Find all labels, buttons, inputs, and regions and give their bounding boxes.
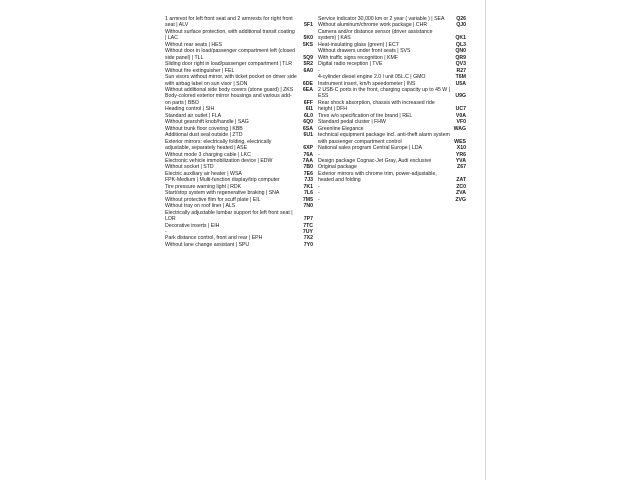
equipment-description: Without additional side body covers (stone guard) | ZKS	[165, 86, 294, 93]
equipment-description: Electrically adjustable lumbar support for left front seat | LOR	[165, 209, 293, 223]
equipment-code: WES	[454, 138, 466, 145]
equipment-code: UC7	[455, 106, 466, 113]
equipment-description: Without door in load/passenger compartment left (closed side panel) | TLL	[165, 48, 296, 61]
equipment-code: 7TC	[303, 222, 313, 229]
equipment-row	[318, 29, 466, 42]
equipment-code: V0A	[455, 112, 466, 119]
equipment-code: 6A0	[303, 67, 313, 74]
equipment-description: 2 USB-C ports in the front, charging capacity up to 45 W | ESS	[318, 86, 450, 100]
equipment-row	[165, 29, 313, 42]
equipment-description: Without surface protection, with additional transit coating | LAC	[165, 28, 295, 42]
equipment-description: -	[318, 67, 320, 74]
equipment-code: 6SA	[302, 125, 313, 132]
equipment-description: Tire pressure warning light | RDK	[165, 183, 242, 190]
equipment-code: QN0	[455, 48, 466, 55]
equipment-code: 7M5	[302, 196, 313, 203]
equipment-description: Without drawers under front seats | SVS	[318, 48, 411, 55]
equipment-description: Standard pedal cluster | FHW	[318, 119, 386, 126]
equipment-code: 7Y0	[303, 241, 313, 248]
equipment-description: Without lane change assistant | SPU	[165, 241, 250, 248]
equipment-code: 7AA	[302, 157, 313, 164]
equipment-description: With traffic signs recognition | KMF	[318, 54, 398, 61]
equipment-description: Exterior mirrors: electrically folding, electrically adjustable, separately heated | ASE	[165, 138, 272, 152]
equipment-description: Without protective film for scuff plate | EIL	[165, 196, 261, 203]
equipment-code: ZAT	[456, 177, 466, 184]
equipment-description: Service indicator 30,000 km or 2 year ( variable ) | SEA	[318, 16, 445, 22]
equipment-description: Additional dust seal outside | ZTD	[165, 132, 243, 139]
equipment-code: X10	[456, 145, 466, 152]
equipment-description: -	[318, 196, 320, 203]
equipment-code: ZC0	[456, 183, 466, 190]
equipment-row	[318, 100, 466, 113]
equipment-code: QL3	[455, 41, 466, 48]
equipment-row	[165, 48, 313, 61]
equipment-description: Body-colored exterior mirror housings and various add-on parts | BBO	[165, 93, 292, 106]
equipment-description: Without rear seats | HES	[165, 41, 222, 48]
equipment-row	[165, 74, 313, 87]
equipment-description: Sliding door right in load/passenger compartment | TLR	[165, 61, 292, 68]
equipment-code: 76A	[303, 151, 313, 158]
equipment-row	[165, 242, 313, 248]
equipment-code: 5KS	[302, 41, 313, 48]
equipment-description: Electric auxiliary air heater | WSA	[165, 170, 242, 177]
equipment-description: Design package Cognac-Jet Gray, Audi exclusive	[318, 157, 432, 164]
equipment-description: Without socket | STD	[165, 164, 214, 171]
equipment-description: Without aluminum/chrome work package | CHR	[318, 22, 428, 29]
equipment-description: Digital radio reception | TVE	[318, 61, 383, 68]
equipment-code: 5K0	[303, 35, 313, 42]
equipment-row	[165, 16, 313, 29]
equipment-code: WAG	[453, 125, 466, 132]
equipment-description: Original package	[318, 164, 357, 171]
equipment-description: Standard air outlet | FLA	[165, 112, 222, 119]
equipment-code: QV3	[455, 61, 466, 68]
equipment-description: Instrument insert, km/h speedometer | INS	[318, 80, 416, 87]
equipment-description: Without fire extinguisher | FEL	[165, 67, 235, 74]
equipment-description: -	[318, 183, 320, 190]
equipment-list-left	[165, 16, 313, 248]
equipment-code: 6XP	[303, 145, 313, 152]
equipment-code: 6U1	[303, 132, 313, 139]
equipment-code: QR9	[455, 54, 466, 61]
equipment-code: Z67	[457, 164, 466, 171]
equipment-description: Sun visors without mirror, with ticket pocket on driver side with airbag label on sun visor | SON	[165, 74, 297, 87]
equipment-code: 7N0	[303, 203, 313, 210]
equipment-code: 7E6	[303, 170, 313, 177]
equipment-description: -	[318, 151, 320, 158]
equipment-description: 1 armrest for left front seat and 2 armrests for right front seat | ALV	[165, 16, 293, 29]
equipment-row	[318, 132, 466, 145]
equipment-code: 6L0	[304, 112, 313, 119]
equipment-row	[165, 93, 313, 106]
equipment-description: Tires w/o specification of tire brand | REL	[318, 112, 413, 119]
equipment-code: 6EA	[302, 86, 313, 93]
equipment-code: 6Q0	[303, 119, 313, 126]
equipment-code: 7L6	[304, 190, 313, 197]
equipment-row	[165, 210, 313, 223]
equipment-code: U5A	[455, 80, 466, 87]
equipment-code: 5Q9	[303, 54, 313, 61]
equipment-code: ZVA	[456, 190, 466, 197]
equipment-code: 7J3	[304, 177, 313, 184]
equipment-code: 5R2	[303, 61, 313, 68]
equipment-code: YVA	[455, 157, 466, 164]
equipment-code: 7B0	[303, 164, 313, 171]
equipment-description: Without gearshift knob/handle | SAG	[165, 119, 249, 126]
equipment-code: 6DE	[302, 80, 313, 87]
equipment-row	[165, 139, 313, 152]
equipment-code: R27	[456, 67, 466, 74]
equipment-code: VF0	[456, 119, 466, 126]
equipment-code: YR6	[455, 151, 466, 158]
equipment-row	[318, 171, 466, 184]
equipment-description: 4-cylinder diesel engine 2.0 l unit 05L.C | GMO	[318, 74, 426, 81]
equipment-description: Greenline Elegance	[318, 125, 364, 132]
equipment-description: technical equipment package incl. anti-theft alarm system with passenger compartment control	[318, 132, 450, 145]
equipment-description: FPK-Medium | Multi-function display/trip computer	[165, 177, 280, 184]
equipment-description: Exterior mirrors with chrome trim, power-adjustable, heated and folding	[318, 170, 437, 184]
equipment-description: Without trunk floor covering | KBB	[165, 125, 243, 132]
equipment-code: U9G	[455, 93, 466, 100]
equipment-code: 6FF	[303, 99, 313, 106]
equipment-description: Decorative inserts | EIH	[165, 222, 220, 229]
equipment-description: Rear shock absorption, chassis with increased ride height | DFH	[318, 99, 435, 113]
equipment-description: Camera and/or distance sensor (driver assistance system) | KAS	[318, 28, 433, 42]
equipment-code: QK1	[455, 35, 466, 42]
equipment-description: Start/stop system with regenerative braking | SNA	[165, 190, 280, 197]
equipment-description: Without mode 3 charging cable | LKC	[165, 151, 251, 158]
equipment-description: Park distance control, front and rear | EPH	[165, 235, 263, 242]
equipment-code: 7X2	[303, 235, 313, 242]
equipment-code: QJ0	[456, 22, 466, 29]
equipment-description: National sales program Central Europe | LDA	[318, 145, 422, 152]
equipment-description: -	[165, 228, 167, 235]
equipment-row	[318, 87, 466, 100]
equipment-code: 5F1	[304, 22, 313, 29]
equipment-code: 7UY	[302, 228, 313, 235]
equipment-description: Heading control | SIH	[165, 106, 215, 113]
equipment-description: Without tray on roof liner | ALS	[165, 203, 236, 210]
equipment-description: Electronic vehicle immobilization device | EDW	[165, 157, 273, 164]
equipment-list-right	[318, 16, 466, 203]
equipment-code: 6I1	[305, 106, 313, 113]
equipment-code: 7P7	[303, 216, 313, 223]
equipment-description: Heat-insulating glass (green) | ECT	[318, 41, 399, 48]
equipment-code: 7K1	[303, 183, 313, 190]
equipment-code: Q26	[456, 16, 466, 22]
equipment-row	[318, 197, 466, 203]
equipment-code: ZVG	[455, 196, 466, 203]
equipment-description: -	[318, 190, 320, 197]
equipment-code: T6M	[455, 74, 466, 81]
